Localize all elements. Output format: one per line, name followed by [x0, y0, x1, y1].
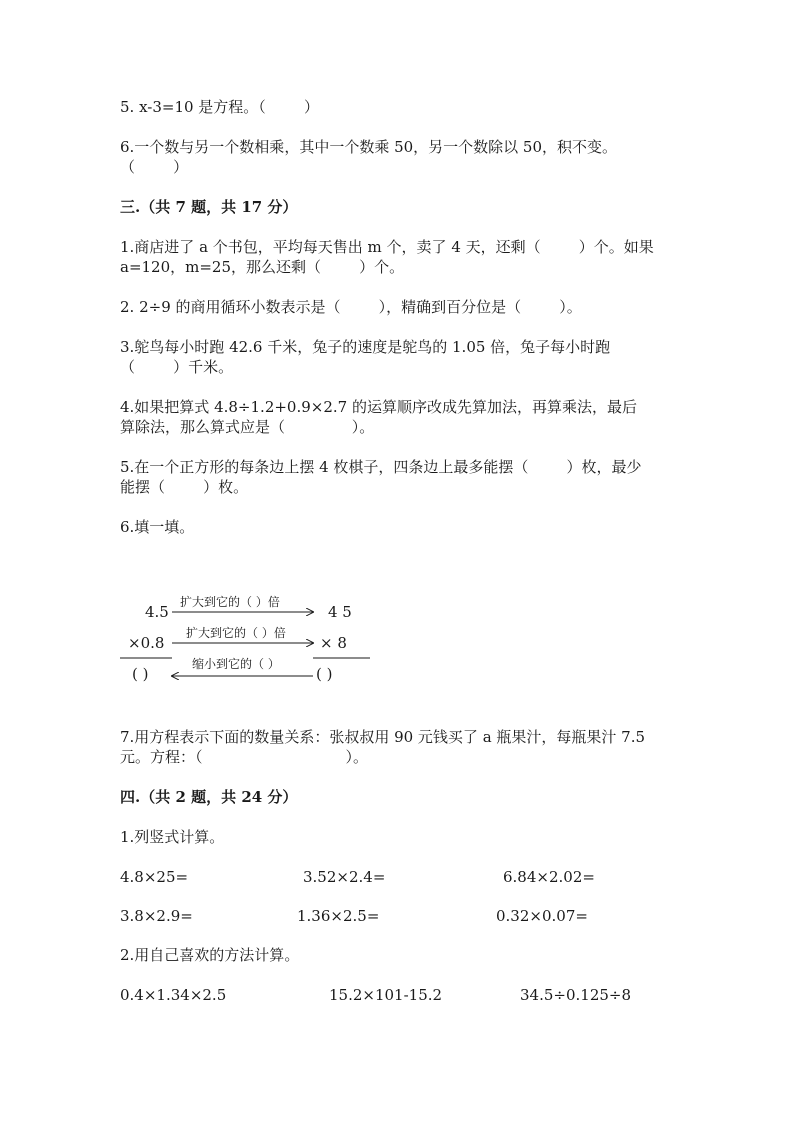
- part3-q4-line2: 算除法，那么算式应是（ ）。: [120, 418, 375, 436]
- calc-item: 0.4×1.34×2.5: [120, 986, 227, 1004]
- left-multiplier: ×0.8: [128, 634, 165, 652]
- calc-item: 3.52×2.4=: [303, 868, 386, 886]
- right-multiplier: × 8: [320, 634, 347, 652]
- calc-item: 15.2×101-15.2: [329, 986, 443, 1004]
- calc-item: 1.36×2.5=: [297, 907, 380, 925]
- part3-q6: 6.填一填。: [120, 518, 195, 536]
- part2-q6-line1: 6.一个数与另一个数相乘，其中一个数乘 50，另一个数除以 50，积不变。: [120, 138, 618, 156]
- left-multiplicand: 4.5: [145, 603, 169, 621]
- part3-q7-line2: 元。方程：（ ）。: [120, 748, 369, 766]
- part3-q5-line1: 5.在一个正方形的每条边上摆 4 枚棋子，四条边上最多能摆（ ）枚，最少: [120, 458, 642, 476]
- right-product: ( ): [316, 665, 333, 683]
- part3-q7-line1: 7.用方程表示下面的数量关系：张叔叔用 90 元钱买了 a 瓶果汁，每瓶果汁 7.5: [120, 728, 646, 746]
- arrow3-label: 缩小到它的（ ）: [192, 657, 280, 671]
- calc-item: 3.8×2.9=: [120, 907, 193, 925]
- calc-item: 6.84×2.02=: [503, 868, 595, 886]
- part4-q2-title: 2.用自己喜欢的方法计算。: [120, 946, 300, 964]
- calc-item: 34.5÷0.125÷8: [520, 986, 632, 1004]
- part4-q1-title: 1.列竖式计算。: [120, 828, 225, 846]
- part4-heading: 四.（共 2 题，共 24 分）: [120, 788, 298, 806]
- part3-q3-line2: （ ）千米。: [120, 358, 234, 376]
- part3-q1-line2: a=120，m=25，那么还剩（ ）个。: [120, 258, 405, 276]
- arrow1-label: 扩大到它的（ ）倍: [180, 595, 280, 609]
- part3-q5-line2: 能摆（ ）枚。: [120, 478, 249, 496]
- arrow2-label: 扩大到它的（ ）倍: [186, 626, 286, 640]
- calc-item: 0.32×0.07=: [496, 907, 588, 925]
- part3-q4-line1: 4.如果把算式 4.8÷1.2+0.9×2.7 的运算顺序改成先算加法，再算乘法，最后: [120, 398, 637, 416]
- part3-heading: 三.（共 7 题，共 17 分）: [120, 198, 298, 216]
- calc-item: 4.8×25=: [120, 868, 189, 886]
- part2-q5: 5. x-3=10 是方程。（ ）: [120, 98, 319, 116]
- right-multiplicand: 4 5: [328, 603, 352, 621]
- part3-q2: 2. 2÷9 的商用循环小数表示是（ ），精确到百分位是（ ）。: [120, 298, 582, 316]
- part3-q1-line1: 1.商店进了 a 个书包，平均每天售出 m 个，卖了 4 天，还剩（ ）个。如果: [120, 238, 654, 256]
- part3-q3-line1: 3.鸵鸟每小时跑 42.6 千米，兔子的速度是鸵鸟的 1.05 倍，兔子每小时跑: [120, 338, 611, 356]
- left-product: ( ): [132, 665, 149, 683]
- part2-q6-line2: （ ）: [120, 158, 189, 176]
